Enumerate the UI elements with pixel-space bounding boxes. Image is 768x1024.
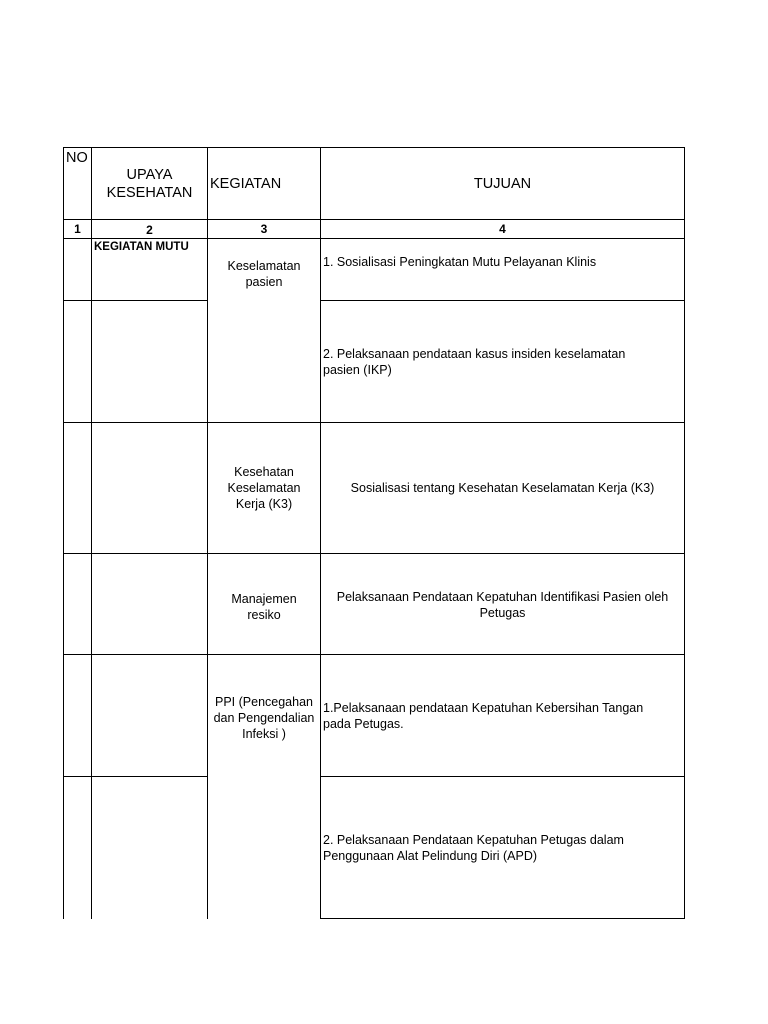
tujuan-row-4: Pelaksanaan Pendataan Kepatuhan Identifikasi Pasien oleh Petugas (336, 589, 669, 620)
row-divider-3 (63, 553, 685, 554)
tujuan-row-6: 2. Pelaksanaan Pendataan Kepatuhan Petugas dalam Penggunaan Alat Pelindung Diri (APD) (323, 832, 624, 863)
table-border-bottom-tujuan (320, 918, 685, 919)
tujuan-row-2: 2. Pelaksanaan pendataan kasus insiden keselamatan pasien (IKP) (323, 346, 626, 377)
column-number-2: 2 (146, 223, 153, 237)
tujuan-row-5: 1.Pelaksanaan pendataan Kepatuhan Kebersihan Tangan pada Petugas. (323, 700, 644, 731)
header-kegiatan: KEGIATAN (210, 175, 282, 192)
tujuan-row-1: 1. Sosialisasi Peningkatan Mutu Pelayanan Klinis (323, 254, 597, 269)
table-border-left (63, 147, 64, 919)
column-number-1: 1 (74, 222, 81, 236)
kegiatan-manajemen-resiko: Manajemen resiko (231, 592, 297, 622)
row-divider-1 (63, 300, 208, 301)
column-number-4: 4 (499, 222, 506, 236)
upaya-kegiatan-mutu: KEGIATAN MUTU (94, 241, 189, 253)
tujuan-row-3: Sosialisasi tentang Kesehatan Keselamatan Kerja (K3) (350, 481, 655, 495)
column-divider-1 (91, 147, 92, 919)
column-number-3: 3 (260, 222, 268, 236)
row-divider-5 (63, 776, 208, 777)
table-border-right (684, 147, 685, 919)
header-tujuan: TUJUAN (473, 175, 532, 192)
kegiatan-k3: Kesehatan Keselamatan Kerja (K3) (227, 465, 301, 511)
header-no: NO (66, 150, 88, 166)
kegiatan-ppi: PPI (Pencegahan dan Pengendalian Infeksi ) (213, 695, 315, 741)
header-upaya-kesehatan: UPAYA KESEHATAN (106, 166, 193, 201)
kegiatan-keselamatan-pasien: Keselamatan pasien (227, 259, 301, 289)
